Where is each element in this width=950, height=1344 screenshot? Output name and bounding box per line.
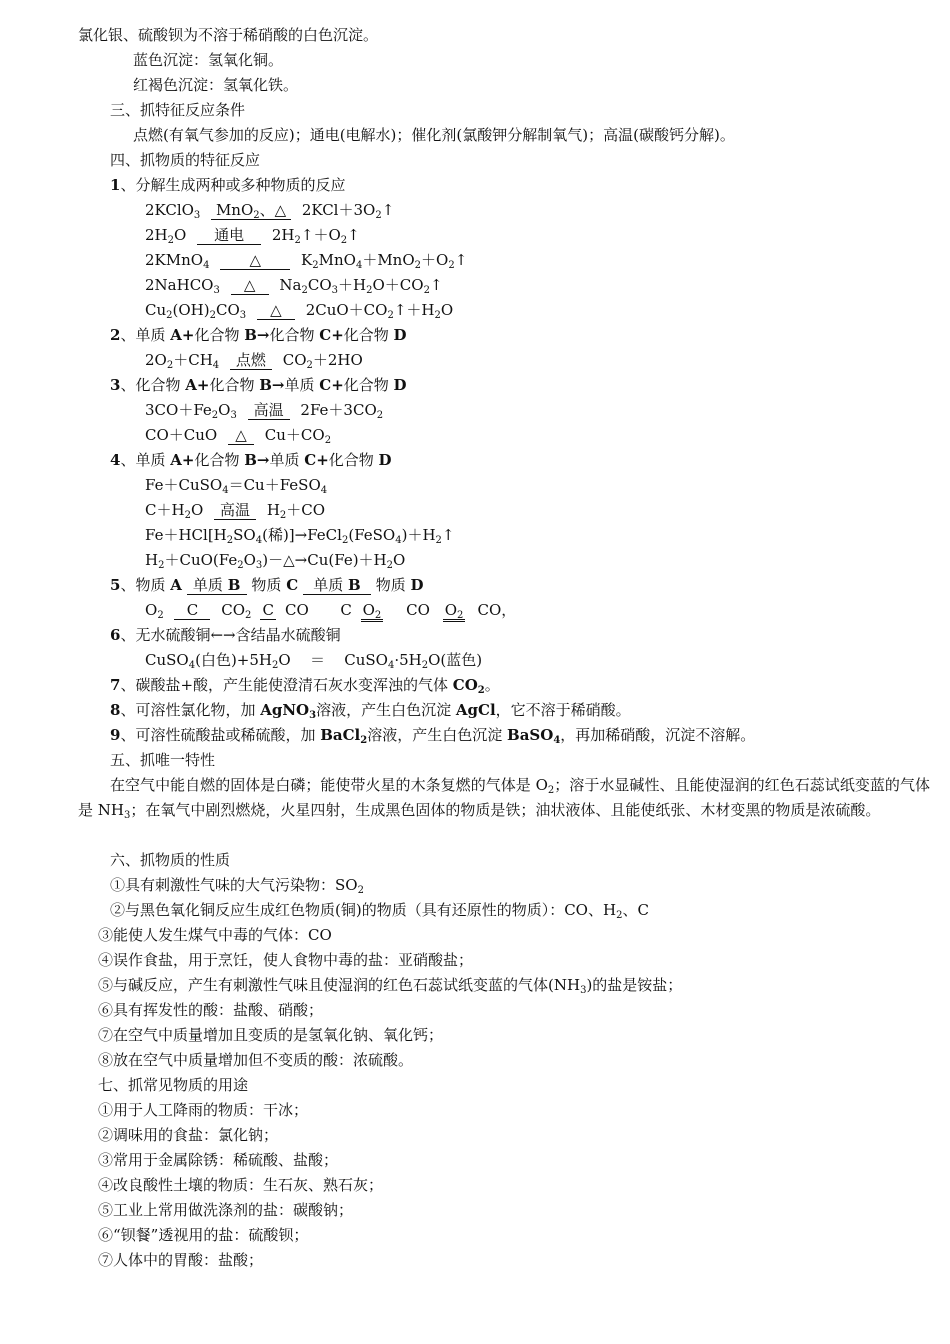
section-3-heading: 三、抓特征反应条件 [110,101,246,119]
use-item: ③常用于金属除锈：稀硫酸、盐酸； [98,1151,339,1169]
equation-copper-oxide-reduction: CO＋CuO △ $Cu+CO_2$ [145,426,332,446]
use-item: ⑤工业上常用做洗涤剂的盐：碳酸钠； [98,1201,354,1219]
use-item: ②调味用的食盐：氯化钠； [98,1126,279,1144]
section-3-text: 点燃(有氧气参加的反应)；通电(电解水)；催化剂(氯酸钾分解制氧气)；高温(碳酸钙分解)。 [133,126,735,144]
property-1: ①具有刺激性气味的大气污染物：$SO_2$ [110,876,364,896]
item-8: 8、可溶性氯化物，加 AgNO$_3$溶液，产生白色沉淀 AgCl，它不溶于稀硝酸。 [110,701,631,721]
property-7: ⑦在空气中质量增加且变质的是氢氧化钠、氧化钙； [98,1026,444,1044]
item-5-title: 5、物质 A 单质 B 物质 C 单质 B 物质 D [110,576,424,594]
section-7-heading: 七、抓常见物质的用途 [98,1076,249,1094]
equation-carbon-chain: $O_2$ C $CO_2$ C CO C $O_2$ CO $O_2$ CO， [145,601,517,621]
equation-basic-copper-carbonate: $Cu_2(OH)_2CO_3$ △ $2CuO+CO_2↑+H_2O$ [145,301,454,321]
property-8: ⑧放在空气中质量增加但不变质的酸：浓硫酸。 [98,1051,414,1069]
equation-kmno4: 2KMnO$_4$ △ $K_2MnO_4+MnO_2+O_2↑$ [145,251,468,271]
equation-copper-sulfate-hydrate: CuSO$_4$(白色)$+5H_2O$ ＝ $CuSO_4\cdot 5H_2O$(蓝色) [145,651,483,671]
section-5-heading: 五、抓唯一特性 [110,751,216,769]
item-4-title: 4、单质 A+化合物 B→单质 C+化合物 D [110,451,392,469]
equation-hydrogen-reduction: $H_2+CuO(Fe_2O_3)-\triangle\to Cu(Fe)+H_2O$ [145,551,406,571]
property-2: ②与黑色氧化铜反应生成红色物质(铜)的物质（具有还原性的物质）：CO、$H_2$、C [110,901,649,921]
use-item: ④改良酸性土壤的物质：生石灰、熟石灰； [98,1176,384,1194]
use-item: ⑥“钡餐”透视用的盐：硫酸钡； [98,1226,309,1244]
equation-methane-combustion: $2O_2+CH_4$ 点燃 $CO_2+2HO$ [145,351,363,371]
item-1-title: 1、分解生成两种或多种物质的反应 [110,176,346,194]
equation-iron-oxide-reduction: $3CO+Fe_2O_3$ 高温 $2Fe+3CO_2$ [145,401,384,421]
intro-line-2: 蓝色沉淀：氢氧化铜。 [133,51,284,69]
item-7: 7、碳酸盐+酸，产生能使澄清石灰水变浑浊的气体 $CO_2$。 [110,676,500,696]
use-item: ⑦人体中的胃酸：盐酸； [98,1251,264,1269]
property-6: ⑥具有挥发性的酸：盐酸、硝酸； [98,1001,324,1019]
intro-line-1: 氯化银、硫酸钡为不溶于稀硝酸的白色沉淀。 [78,26,379,44]
equation-iron-acid: $Fe+HCl[H_2SO_4$(稀)]$\to FeCl_2(FeSO_4)+H_2↑$ [145,526,455,546]
equation-water-gas: $C+H_2O$ 高温 $H_2+CO$ [145,501,326,521]
section-5-paragraph: 在空气中能自燃的固体是白磷；能使带火星的木条复燃的气体是 $O_2$；溶于水显碱性、且能使湿润的红色石蕊试纸变蓝的气体是 $NH_3$；在氧气中剧烈燃烧，火星四射，生成黑色固体的物质是铁；油状液体、且能使纸张、木材变黑的物质是浓硫酸。 [78,776,930,821]
equation-water-electrolysis: $2H_2O$ 通电 $2H_2↑+O_2↑$ [145,226,360,246]
item-6-title: 6、无水硫酸铜←→含结晶水硫酸铜 [110,626,341,644]
equation-iron-copper-sulfate: Fe＋CuSO$_4$＝Cu＋FeSO$_4$ [145,476,328,496]
property-4: ④误作食盐，用于烹饪，使人食物中毒的盐：亚硝酸盐； [98,951,474,969]
item-2-title: 2、单质 A+化合物 B→化合物 C+化合物 D [110,326,407,344]
property-5: ⑤与碱反应，产生有刺激性气味且使湿润的红色石蕊试纸变蓝的气体$(NH_3)$的盐是铵盐； [98,976,683,996]
item-3-title: 3、化合物 A+化合物 B→单质 C+化合物 D [110,376,407,394]
section-6-heading: 六、抓物质的性质 [110,851,231,869]
use-item: ①用于人工降雨的物质：干冰； [98,1101,309,1119]
equation-nahco3: 2NaHCO$_3$ △ $Na_2CO_3+H_2O+CO_2↑$ [145,276,443,296]
equation-kclo3: 2KClO$_3$ MnO$_2$、△ $2KCl+3O_2↑$ [145,201,395,221]
intro-line-3: 红褐色沉淀：氢氧化铁。 [133,76,299,94]
section-4-heading: 四、抓物质的特征反应 [110,151,261,169]
item-9: 9、可溶性硫酸盐或稀硫酸，加 BaCl$_2$溶液，产生白色沉淀 BaSO$_4$，再加稀硝酸，沉淀不溶解。 [110,726,756,746]
property-3: ③能使人发生煤气中毒的气体：CO [98,926,332,944]
